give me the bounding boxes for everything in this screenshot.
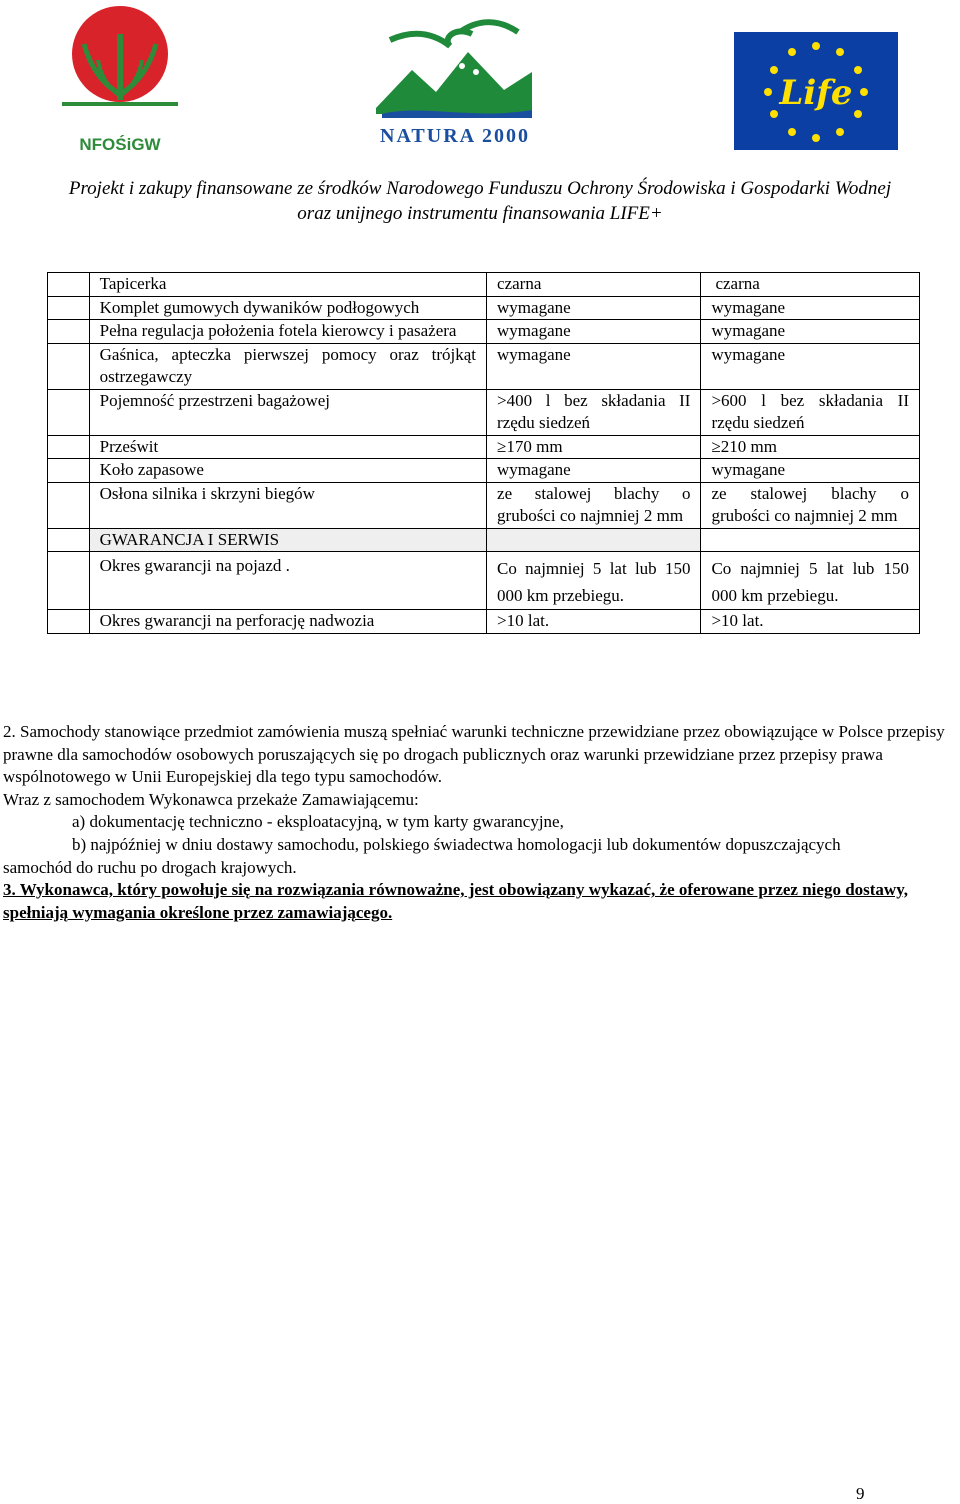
table-row — [48, 296, 920, 320]
row-value-1: wymagane — [487, 296, 701, 320]
nfosigw-logo-text: NFOŚiGW — [79, 135, 161, 154]
vehicle-spec-table — [47, 272, 920, 634]
row-label: Okres gwarancji na pojazd . — [89, 552, 486, 610]
row-value-2: >600 l bez składania II rzędu siedzeń — [701, 389, 920, 435]
list-item-a: a) dokumentację techniczno - eksploatacyjną, w tym karty gwarancyjne, — [72, 812, 564, 832]
header-line-1: Projekt i zakupy finansowane ze środków Narodowego Funduszu Ochrony Środowiska i Gospodarki Wodnej — [68, 178, 892, 199]
paragraph-3: 3. Wykonawca, który powołuje się na rozwiązania równoważne, jest obowiązany wykazać, że oferowane przez niego dostawy, spełniają wymagania określone przez zamawiającego. — [3, 880, 909, 922]
nfosigw-logo — [62, 4, 178, 154]
row-value-2: wymagane — [701, 343, 920, 389]
row-value-2: ze stalowej blachy o grubości co najmniej 2 mm — [701, 482, 920, 528]
row-value-1: czarna — [487, 273, 701, 297]
row-value-1: ≥170 mm — [487, 435, 701, 459]
row-value-1: Co najmniej 5 lat lub 150 000 km przebiegu. — [487, 552, 701, 610]
life-logo — [734, 32, 898, 150]
list-item-b: b) najpóźniej w dniu dostawy samochodu, polskiego świadectwa homologacji lub dokumentów dopuszczających — [72, 834, 841, 854]
delivery-intro: Wraz z samochodem Wykonawca przekaże Zamawiającemu: — [3, 789, 419, 809]
table-row — [48, 273, 920, 297]
row-label: Osłona silnika i skrzyni biegów — [89, 482, 486, 528]
header-line-2: oraz unijnego instrumentu finansowania LIFE+ — [297, 203, 663, 224]
paragraph-2: 2. Samochody stanowiące przedmiot zamówienia muszą spełniać warunki techniczne przewidziane przez obowiązujące w Polsce przepisy prawne dla samochodów osobowych poruszających się po drogach publicznych oraz warunki przewidziane przez przepisy prawa wspólnotowego w Unii Europejskiej dla tego typu samochodów. — [3, 722, 945, 787]
row-label: Komplet gumowych dywaników podłogowych — [89, 296, 486, 320]
row-label: Tapicerka — [89, 273, 486, 297]
row-label: Pojemność przestrzeni bagażowej — [89, 389, 486, 435]
row-label: Pełna regulacja położenia fotela kierowcy i pasażera — [89, 320, 486, 344]
row-label: Okres gwarancji na perforację nadwozia — [89, 610, 486, 634]
section-title: GWARANCJA I SERWIS — [89, 528, 486, 552]
row-value-2: Co najmniej 5 lat lub 150 000 km przebiegu. — [701, 552, 920, 610]
table-row — [48, 459, 920, 483]
table-row — [48, 435, 920, 459]
table-row — [48, 343, 920, 389]
row-value-2: wymagane — [701, 320, 920, 344]
project-funding-header — [0, 176, 960, 226]
natura-2000-logo — [372, 10, 538, 146]
life-logo-text: Life — [779, 73, 853, 113]
row-value-2: czarna — [701, 273, 920, 297]
table-row — [48, 482, 920, 528]
table-row — [48, 320, 920, 344]
row-value-2: ≥210 mm — [701, 435, 920, 459]
row-value-1: wymagane — [487, 343, 701, 389]
row-value-2: wymagane — [701, 459, 920, 483]
list-item-b-continued: samochód do ruchu po drogach krajowych. — [3, 857, 297, 877]
row-value-1: ze stalowej blachy o grubości co najmniej 2 mm — [487, 482, 701, 528]
row-value-1: >10 lat. — [487, 610, 701, 634]
row-value-1: wymagane — [487, 320, 701, 344]
table-row — [48, 610, 920, 634]
row-value-1: >400 l bez składania II rzędu siedzeń — [487, 389, 701, 435]
natura-logo-text: NATURA 2000 — [380, 125, 530, 146]
section-header-row — [48, 528, 920, 552]
row-label: Prześwit — [89, 435, 486, 459]
row-value-1: wymagane — [487, 459, 701, 483]
page-number: 9 — [856, 1484, 865, 1503]
body-text — [3, 721, 959, 924]
table-row — [48, 389, 920, 435]
row-label: Gaśnica, apteczka pierwszej pomocy oraz trójkąt ostrzegawczy — [89, 343, 486, 389]
table-row — [48, 552, 920, 610]
row-value-2: >10 lat. — [701, 610, 920, 634]
row-label: Koło zapasowe — [89, 459, 486, 483]
row-value-2: wymagane — [701, 296, 920, 320]
